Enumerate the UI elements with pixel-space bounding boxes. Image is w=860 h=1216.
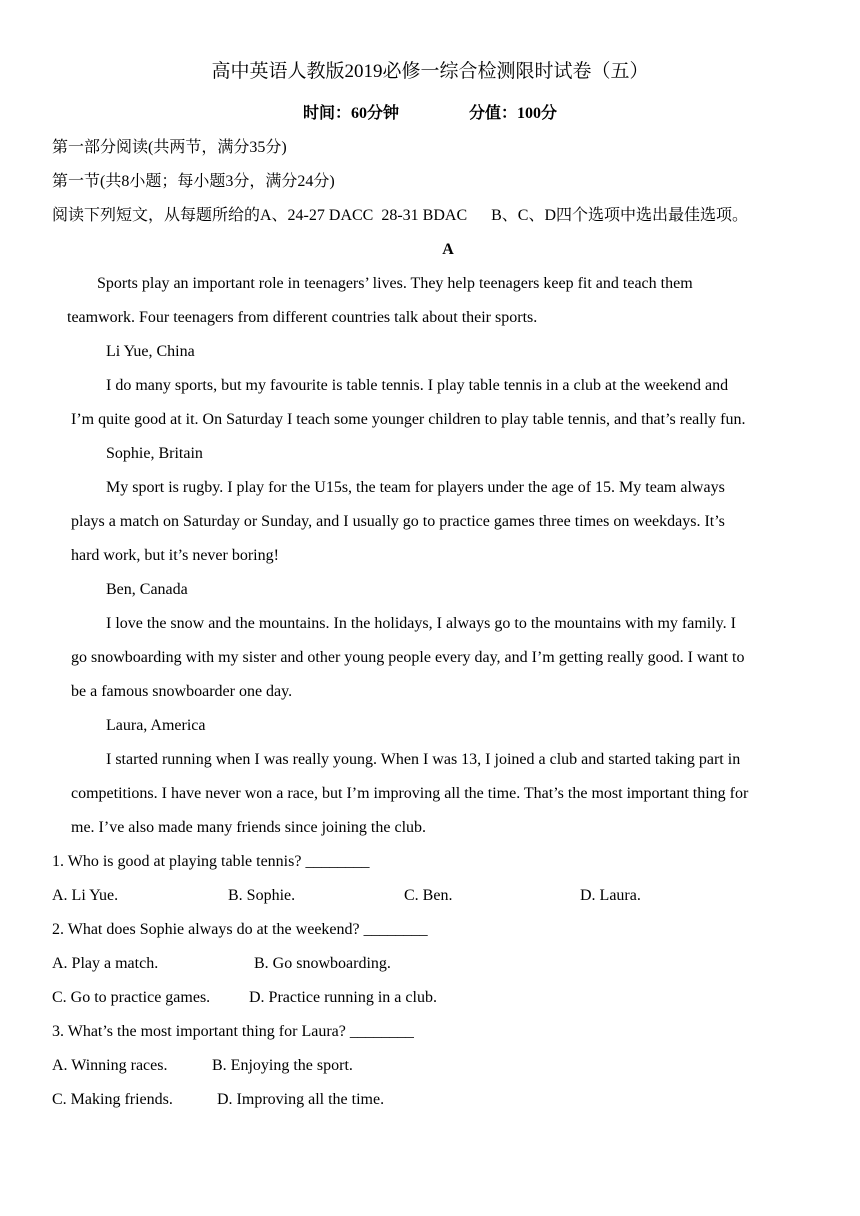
question-2-option-b[interactable]: B. Go snowboarding.: [254, 955, 391, 972]
paragraph-ben-line-2: go snowboarding with my sister and other young people every day, and I’m getting really good. I want to: [71, 649, 745, 666]
time-limit: 时间：60分钟: [302, 105, 399, 122]
passage-intro-line-2: teamwork. Four teenagers from different countries talk about their sports.: [67, 309, 538, 326]
question-3-option-a[interactable]: A. Winning races.: [52, 1057, 168, 1074]
question-stem-3: 3. What’s the most important thing for Laura? ________: [52, 1023, 414, 1040]
paragraph-sophie-line-3: hard work, but it’s never boring!: [71, 547, 279, 564]
page-title: 高中英语人教版2019必修一综合检测限时试卷（五）: [211, 61, 649, 82]
question-3-option-d[interactable]: D. Improving all the time.: [217, 1091, 385, 1108]
section-heading: 第一节(共8小题；每小题3分，满分24分): [52, 173, 335, 190]
paragraph-ben-line-3: be a famous snowboarder one day.: [71, 683, 293, 700]
question-stem-2: 2. What does Sophie always do at the weekend? ________: [52, 921, 428, 938]
speaker-name-li-yue: Li Yue, China: [106, 343, 195, 360]
question-1-option-a[interactable]: A. Li Yue.: [52, 887, 119, 904]
paragraph-laura-line-3: me. I’ve also made many friends since joining the club.: [71, 819, 427, 836]
speaker-name-sophie: Sophie, Britain: [106, 445, 203, 462]
question-stem-1: 1. Who is good at playing table tennis? ________: [52, 853, 370, 870]
speaker-name-laura: Laura, America: [106, 717, 206, 734]
passage-intro-line-1: Sports play an important role in teenagers’ lives. They help teenagers keep fit and teach them: [97, 275, 693, 292]
total-score: 分值：100分: [469, 105, 558, 122]
speaker-name-ben: Ben, Canada: [106, 581, 188, 598]
paragraph-sophie-line-1: My sport is rugby. I play for the U15s, the team for players under the age of 15. My team always: [106, 479, 725, 496]
question-1-option-c[interactable]: C. Ben.: [404, 887, 453, 904]
question-2-option-c[interactable]: C. Go to practice games.: [52, 989, 211, 1006]
question-2-option-d[interactable]: D. Practice running in a club.: [249, 989, 437, 1006]
question-1-option-b[interactable]: B. Sophie.: [228, 887, 296, 904]
paragraph-laura-line-1: I started running when I was really young. When I was 13, I joined a club and started taking part in: [106, 751, 741, 768]
paragraph-li-yue-line-1: I do many sports, but my favourite is table tennis. I play table tennis in a club at the weekend and: [106, 377, 729, 394]
question-3-option-c[interactable]: C. Making friends.: [52, 1091, 173, 1108]
question-2-option-a[interactable]: A. Play a match.: [52, 955, 159, 972]
paragraph-ben-line-1: I love the snow and the mountains. In the holidays, I always go to the mountains with my family. I: [106, 615, 736, 632]
instructions: 阅读下列短文，从每题所给的A、24-27 DACC 28-31 BDAC B、C、D四个选项中选出最佳选项。: [52, 207, 749, 224]
paragraph-li-yue-line-2: I’m quite good at it. On Saturday I teach some younger children to play table tennis, and that’s really fun.: [71, 411, 746, 428]
part-heading: 第一部分阅读(共两节，满分35分): [52, 139, 287, 156]
exam-meta: [0, 104, 860, 124]
question-1-option-d[interactable]: D. Laura.: [580, 887, 641, 904]
paragraph-laura-line-2: competitions. I have never won a race, but I’m improving all the time. That’s the most important thing for: [71, 785, 749, 802]
paragraph-sophie-line-2: plays a match on Saturday or Sunday, and I usually go to practice games three times on weekdays. It’s: [71, 513, 725, 530]
question-3-option-b[interactable]: B. Enjoying the sport.: [212, 1057, 353, 1074]
passage-label: A: [442, 241, 454, 258]
